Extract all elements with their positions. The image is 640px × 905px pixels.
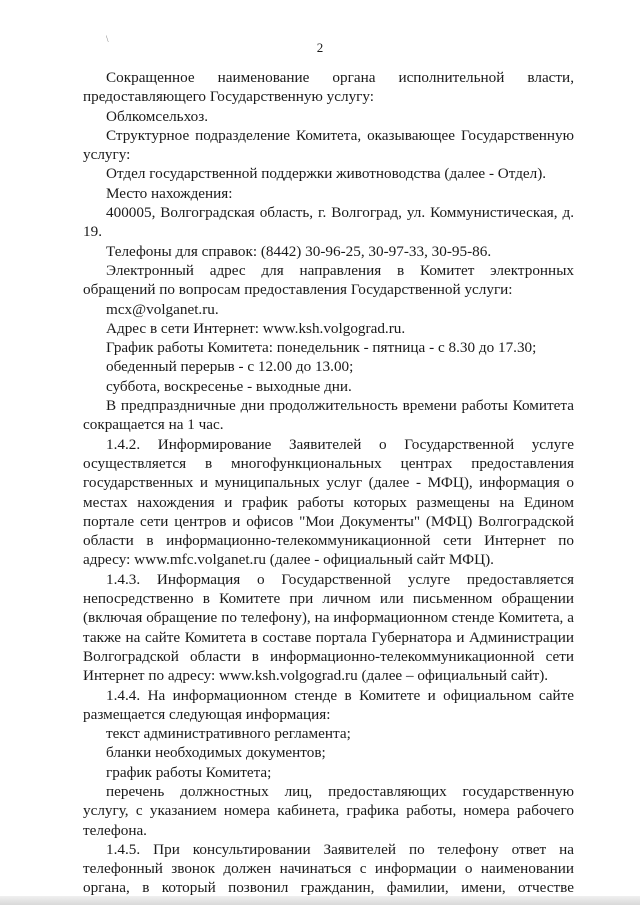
paragraph-1-4-2: 1.4.2. Информирование Заявителей о Государственной услуге осуществляется в многофункциональных центрах предоставления государственных и муниципальных услуг (далее - МФЦ), информация о местах нахождения и график работы которых размещены на Едином портале сети центров и офисов "Мои Документы" (МФЦ) Волгоградской области в информационно-телекоммуникационной сети Интернет по адресу: www.mfc.volganet.ru (далее - официальный сайт МФЦ). <box>83 435 574 569</box>
paragraph-1-4-3: 1.4.3. Информация о Государственной услуге предоставляется непосредственно в Комитете при личном или письменном обращении (включая обращение по телефону), на информационном стенде Комитета, а также на сайте Комитета в составе портала Губернатора и Администрации Волгоградской области в информационно-телекоммуникационной сети Интернет по адресу: www.ksh.volgograd.ru (далее – официальный сайт). <box>83 570 574 685</box>
list-item-officials: перечень должностных лиц, предоставляющих государственную услугу, с указанием номера кабинета, графика работы, номера рабочего телефона. <box>83 782 574 839</box>
paragraph-1-4-5: 1.4.5. При консультировании Заявителей по телефону ответ на телефонный звонок должен начинаться с информации о наименовании органа, в который позвонил гражданин, фамилии, имени, отчестве <box>83 840 574 897</box>
paragraph-schedule: График работы Комитета: понедельник - пятница - с 8.30 до 17.30; <box>106 339 537 357</box>
page-bottom-edge <box>0 896 640 905</box>
paragraph-location-label: Место нахождения: <box>106 184 233 202</box>
paragraph-short-name-value: Облкомсельхоз. <box>106 107 208 125</box>
paragraph-structural-unit-value: Отдел государственной поддержки животноводства (далее - Отдел). <box>106 165 547 183</box>
paragraph-weekend: суббота, воскресенье - выходные дни. <box>106 377 352 395</box>
list-item-forms: бланки необходимых документов; <box>106 744 326 762</box>
page-number: 2 <box>316 40 324 55</box>
scan-mark: \ <box>106 34 109 44</box>
document-body <box>83 68 574 898</box>
paragraph-structural-unit: Структурное подразделение Комитета, оказывающее Государственную услугу: <box>83 126 574 164</box>
list-item-regulation-text: текст административного регламента; <box>106 725 351 743</box>
paragraph-phones: Телефоны для справок: (8442) 30-96-25, 30-97-33, 30-95-86. <box>106 242 492 260</box>
paragraph-location-address: 400005, Волгоградская область, г. Волгоград, ул. Коммунистическая, д. 19. <box>83 204 574 241</box>
paragraph-lunch: обеденный перерыв - с 12.00 до 13.00; <box>106 358 354 376</box>
paragraph-email: mcx@volganet.ru. <box>106 300 219 318</box>
paragraph-short-name: Сокращенное наименование органа исполнительной власти, предоставляющего Государственную услугу: <box>83 69 574 106</box>
paragraph-preholiday: В предпраздничные дни продолжительность времени работы Комитета сокращается на 1 час. <box>83 397 574 434</box>
paragraph-website: Адрес в сети Интернет: www.ksh.volgograd.ru. <box>106 319 406 337</box>
paragraph-1-4-4: 1.4.4. На информационном стенде в Комитете и официальном сайте размещается следующая информация: <box>83 686 574 723</box>
paragraph-email-label: Электронный адрес для направления в Комитет электронных обращений по вопросам предоставления Государственной услуги: <box>83 261 574 299</box>
list-item-schedule: график работы Комитета; <box>106 763 272 781</box>
